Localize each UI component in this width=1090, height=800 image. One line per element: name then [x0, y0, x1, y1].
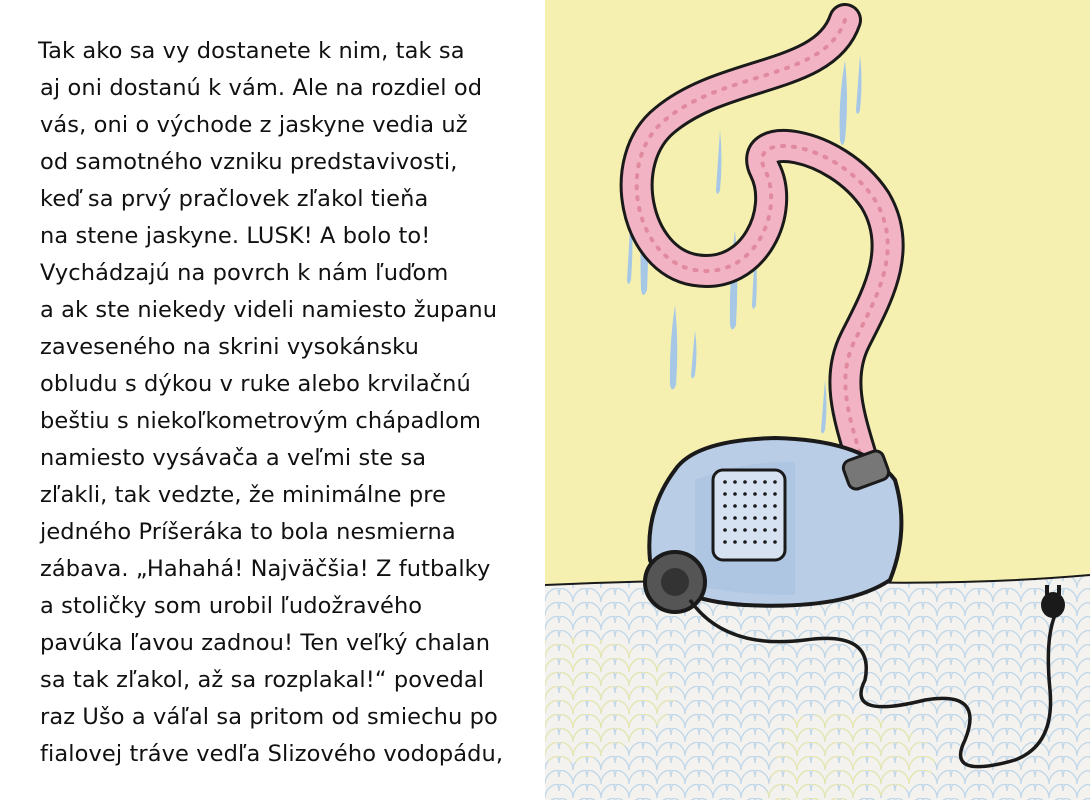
text-line: obludu s dýkou v ruke alebo krvilačnú — [40, 371, 471, 397]
text-line: keď sa prvý pračlovek zľakol tieňa — [40, 186, 429, 212]
text-line: na stene jaskyne. LUSK! A bolo to! — [40, 223, 431, 249]
text-line: Vychádzajú na povrch k nám ľuďom — [40, 260, 449, 286]
text-line: zľakli, tak vedzte, že minimálne pre — [40, 482, 447, 508]
text-line: Tak ako sa vy dostanete k nim, tak sa — [38, 38, 465, 64]
text-line: jedného Príšeráka to bola nesmierna — [40, 519, 456, 545]
text-line: pavúka ľavou zadnou! Ten veľký chalan — [40, 630, 491, 656]
text-line: beštiu s niekoľkometrovým chápadlom — [40, 408, 481, 434]
text-line: fialovej tráve vedľa Slizového vodopádu, — [40, 741, 504, 767]
vacuum-cleaner — [645, 438, 901, 612]
text-line: zábava. „Hahahá! Najväčšia! Z futbalky — [40, 556, 491, 582]
text-line: zaveseného na skrini vysokánsku — [40, 334, 419, 360]
text-line: raz Ušo a váľal sa pritom od smiechu po — [40, 704, 498, 730]
text-line: vás, oni o východe z jaskyne vedia už — [40, 112, 468, 138]
text-line: sa tak zľakol, až sa rozplakal!“ povedal — [40, 667, 485, 693]
vacuum-tentacle-illustration — [545, 0, 1090, 800]
text-line: aj oni dostanú k vám. Ale na rozdiel od — [40, 75, 483, 101]
text-line: namiesto vysávača a veľmi ste sa — [40, 445, 427, 471]
text-line: od samotného vzniku predstavivosti, — [40, 149, 458, 175]
text-line: a stoličky som urobil ľudožravého — [40, 593, 423, 619]
text-line: a ak ste niekedy videli namiesto županu — [40, 297, 498, 323]
